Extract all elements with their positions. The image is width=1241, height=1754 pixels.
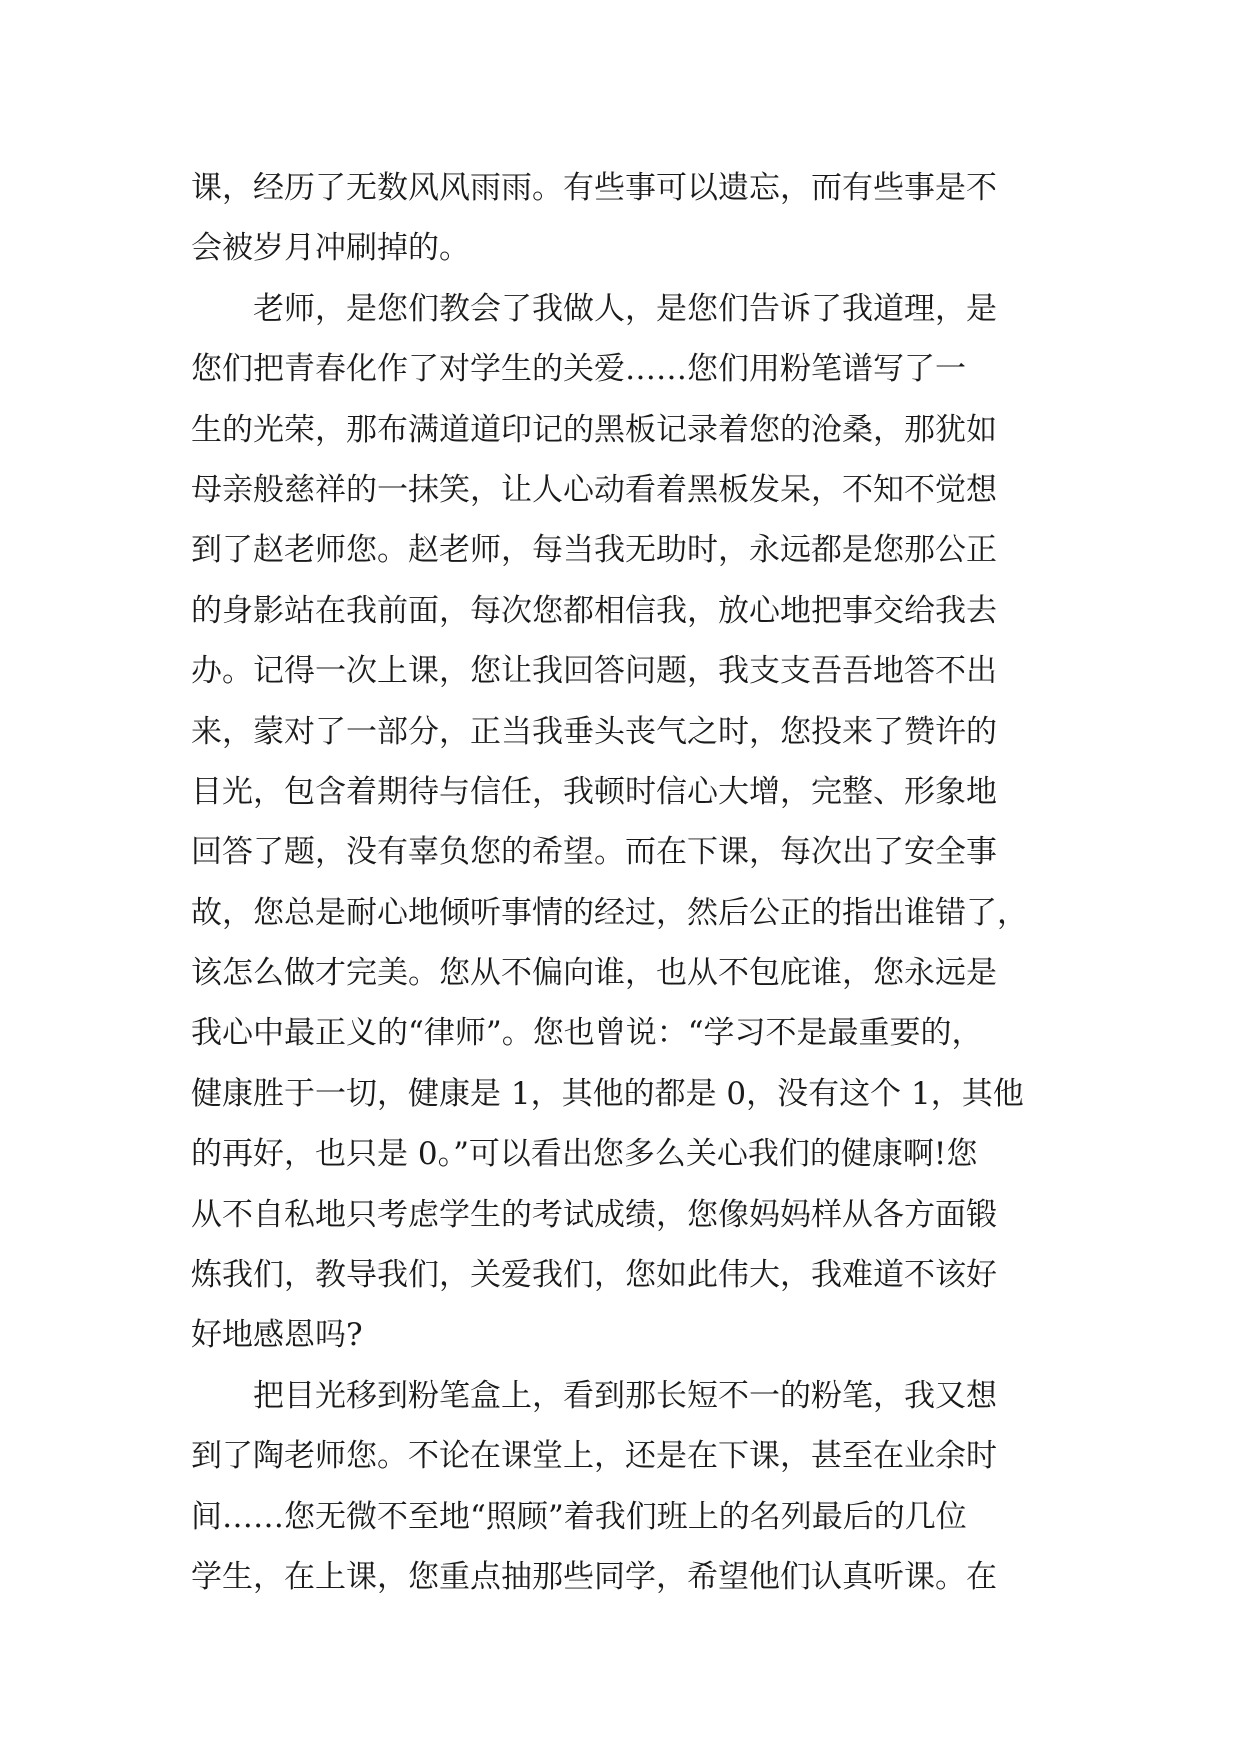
text-line: 来，蒙对了一部分，正当我垂头丧气之时，您投来了赞许的: [191, 713, 997, 750]
text-line: 学生，在上课，您重点抽那些同学，希望他们认真听课。在: [191, 1558, 997, 1595]
text-line: 到了陶老师您。不论在课堂上，还是在下课，甚至在业余时: [191, 1438, 997, 1475]
text-line: 把目光移到粉笔盒上，看到那长短不一的粉笔，我又想: [191, 1377, 997, 1414]
text-line: 故，您总是耐心地倾听事情的经过，然后公正的指出谁错了，: [191, 894, 1028, 931]
text-line: 从不自私地只考虑学生的考试成绩，您像妈妈样从各方面锻: [191, 1196, 997, 1233]
text-line: 您们把青春化作了对学生的关爱……您们用粉笔谱写了一: [191, 351, 966, 388]
text-line: 办。记得一次上课，您让我回答问题，我支支吾吾地答不出: [191, 653, 997, 690]
text-line: 目光，包含着期待与信任，我顿时信心大增，完整、形象地: [191, 773, 997, 810]
text-line: 炼我们，教导我们，关爱我们，您如此伟大，我难道不该好: [191, 1257, 997, 1294]
text-line: 我心中最正义的“律师”。您也曾说：“学习不是最重要的，: [191, 1015, 983, 1052]
text-line: 的身影站在我前面，每次您都相信我，放心地把事交给我去: [191, 592, 997, 629]
text-line: 生的光荣，那布满道道印记的黑板记录着您的沧桑，那犹如: [191, 411, 997, 448]
text-line: 课，经历了无数风风雨雨。有些事可以遗忘，而有些事是不: [191, 170, 997, 206]
text-line: 的再好，也只是 0。”可以看出您多么关心我们的健康啊!您: [191, 1136, 978, 1173]
text-line: 母亲般慈祥的一抹笑，让人心动看着黑板发呆，不知不觉想: [191, 471, 997, 508]
text-line: 好地感恩吗?: [191, 1317, 363, 1354]
text-line: 会被岁月冲刷掉的。: [191, 230, 470, 267]
text-line: 健康胜于一切，健康是 1，其他的都是 0，没有这个 1，其他: [191, 1075, 1024, 1112]
text-line: 到了赵老师您。赵老师，每当我无助时，永远都是您那公正: [191, 532, 997, 569]
text-line: 回答了题，没有辜负您的希望。而在下课，每次出了安全事: [191, 834, 997, 871]
text-line: 间……您无微不至地“照顾”着我们班上的名列最后的几位: [191, 1498, 967, 1535]
text-line: 老师，是您们教会了我做人，是您们告诉了我道理，是: [191, 290, 997, 327]
text-line: 该怎么做才完美。您从不偏向谁，也从不包庇谁，您永远是: [191, 955, 997, 992]
body-text: [191, 158, 1071, 1607]
